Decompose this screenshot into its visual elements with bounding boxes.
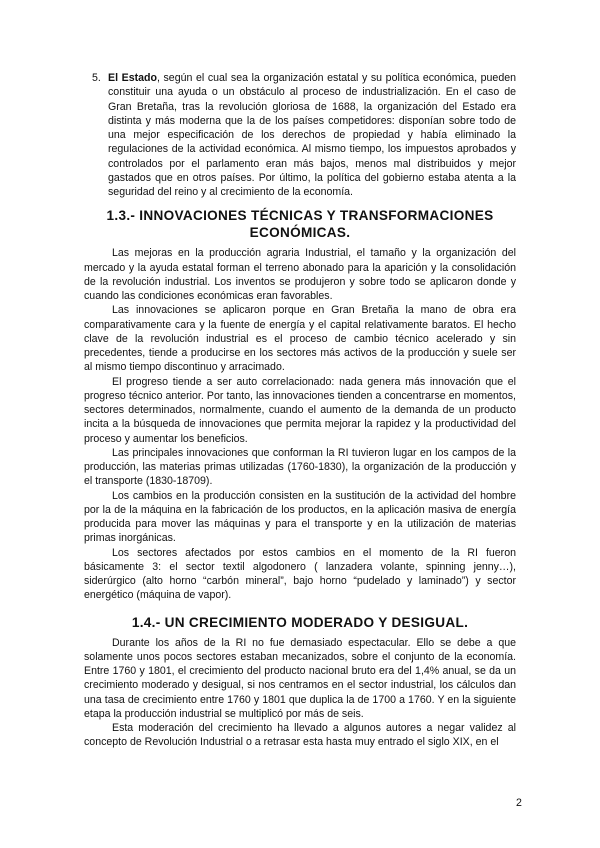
paragraph: El progreso tiende a ser auto correlacionado: nada genera más innovación que el progreso técnico anterior. Por tanto, las innovaciones tienden a concentrarse en momentos, sectores determinados, normalmente, cuando el aumento de la demanda de un producto incita a la búsqueda de innovaciones que permita mejorar la rapidez y la productividad del proceso y aumentar los beneficios.: [84, 375, 516, 445]
section-heading-1-3: 1.3.- INNOVACIONES TÉCNICAS Y TRANSFORMACIONES ECONÓMICAS.: [106, 208, 494, 241]
paragraph: Las principales innovaciones que conforman la RI tuvieron lugar en los campos de la producción, las materias primas utilizadas (1760-1830), la organización de la producción y el transporte (1830-18709).: [84, 446, 516, 488]
list-item-text: , según el cual sea la organización estatal y su política económica, pueden constituir una ayuda o un obstáculo al proceso de industrialización. En el caso de Gran Bretaña, tras la revolución gloriosa de 1688, la organización del Estado era distinta y más moderna que la de los países competidores: disponían sobre todo de una mejor especificación de los derechos de propiedad y había eliminado la regulaciones de la actividad económica. Al mismo tiempo, los impuestos aprobados y controlados por el parlamento eran más bajos, menos mal distribuidos y mejor gastados que en otros países. Por último, la política del gobierno estaba atenta a la seguridad del reino y al crecimiento de la economía.: [108, 72, 516, 198]
paragraph: Esta moderación del crecimiento ha llevado a algunos autores a negar validez al concepto de Revolución Industrial o a retrasar esta hasta muy entrado el siglo XIX, en el: [84, 722, 516, 749]
paragraph: Los cambios en la producción consisten en la sustitución de la actividad del hombre por la de la máquina en la fabricación de los productos, en la aplicación masiva de energía producida para mover las máquinas y para el transporte y en la utilización de materias primas inorgánicas.: [84, 489, 516, 545]
page-number: 2: [516, 797, 522, 809]
paragraph: Durante los años de la RI no fue demasiado espectacular. Ello se debe a que solamente unos pocos sectores estaban mecanizados, sobre el conjunto de la economía. Entre 1760 y 1801, el crecimiento del producto nacional bruto era del 1,4% anual, se da un crecimiento moderado y desigual, si nos centramos en el sector industrial, los cálculos dan una tasa de crecimiento entre 1760 y 1801 que duplica la de 1700 a 1760. Y en la siguiente etapa la producción industrial se multiplicó por más de seis.: [84, 636, 516, 720]
list-item-term: El Estado: [108, 72, 157, 84]
paragraph: Los sectores afectados por estos cambios en el momento de la RI fueron básicamente 3: el sector textil algodonero ( lanzadera volante, spinning jenny…), siderúrgico (alto horno “carbón mineral”, bajo horno “pudelado y laminado”) y sector energético (máquina de vapor).: [84, 546, 516, 602]
page-content: [84, 71, 516, 750]
section-heading-1-4: 1.4.- UN CRECIMIENTO MODERADO Y DESIGUAL.: [131, 614, 469, 630]
paragraph: Las mejoras en la producción agraria Industrial, el tamaño y la organización del mercado y la ayuda estatal forman el terreno abonado para la aparición y la consolidación de la revolución industrial. Los inventos se produjeron y sobre todo se aplicaron donde y cuando las condiciones económicas eran favorables.: [84, 247, 516, 302]
paragraph: Las innovaciones se aplicaron porque en Gran Bretaña la mano de obra era comparativamente cara y la fuente de energía y el capital relativamente baratos. El hecho clave de la revolución industrial es el proceso de cambio técnico acelerado y sin precedentes, tiende a producirse en los sectores más activos de la producción y suele ser al mismo tiempo discontinuo y arracimado.: [84, 304, 516, 374]
list-item-number: 5.: [92, 72, 101, 84]
list-item-5: [84, 71, 516, 199]
